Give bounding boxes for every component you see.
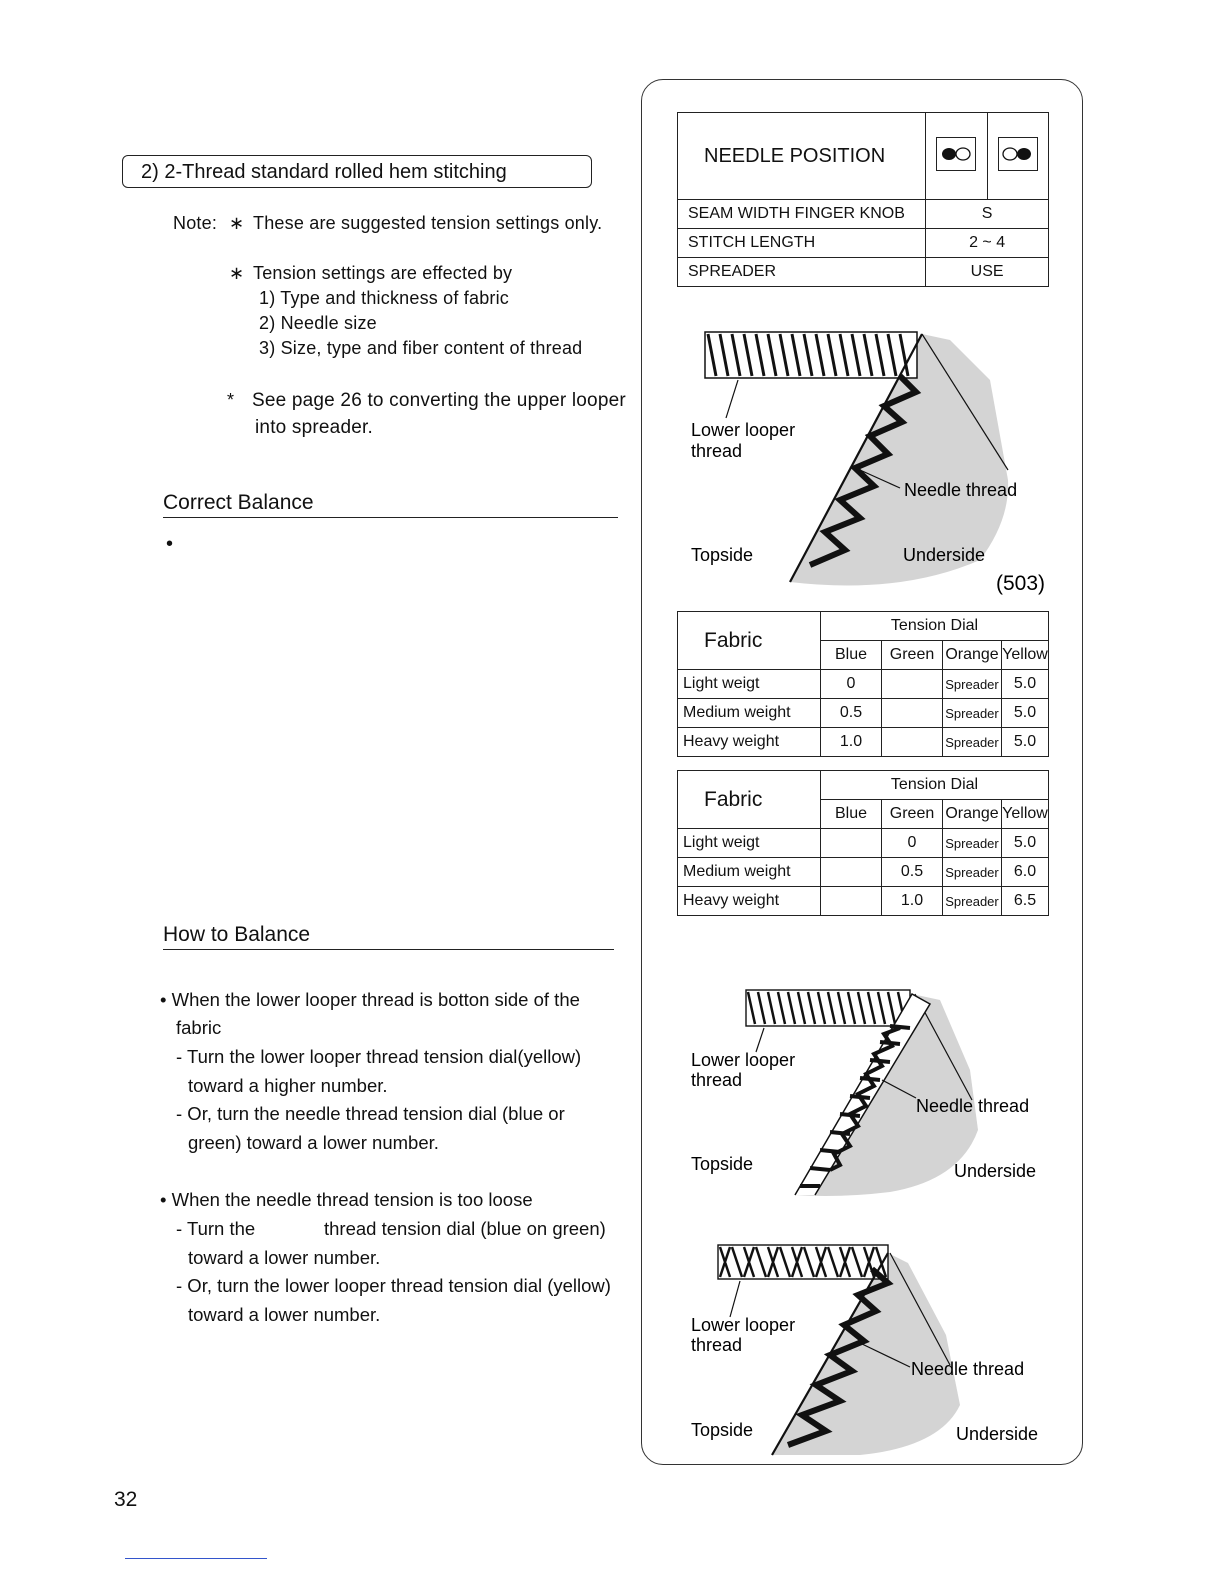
note-item: 2) Needle size [259, 313, 377, 333]
table-row [678, 670, 1049, 699]
fabric-name: Light weigt [678, 670, 821, 699]
stitch-diagram-2 [660, 980, 1060, 1200]
settings-label: SPREADER [678, 258, 926, 287]
green-value [882, 670, 943, 699]
blue-value: 1.0 [821, 728, 882, 757]
htb-b2-sub1a2: thread tension dial (blue on green) [324, 1218, 606, 1239]
note-star-1: ∗ [229, 213, 245, 233]
settings-value: 2 ~ 4 [926, 229, 1049, 258]
topside-label: Topside [691, 1420, 754, 1440]
lower-looper-label: Lower looper [691, 420, 796, 440]
fabric-header: Fabric [678, 771, 821, 829]
fabric-name: Heavy weight [678, 728, 821, 757]
htb-b1-sub1b: toward a higher number. [188, 1075, 388, 1096]
diagram-code: (503) [996, 572, 1046, 595]
note-item: 1) Type and thickness of fabric [259, 288, 509, 308]
settings-value: S [926, 200, 1049, 229]
column-header: Orange [943, 800, 1002, 829]
settings-table [677, 112, 1049, 287]
thread-label: thread [691, 1070, 743, 1090]
settings-row [678, 200, 1049, 229]
yellow-value: 5.0 [1002, 670, 1049, 699]
needle-right-icon [998, 137, 1038, 171]
orange-value: Spreader [943, 887, 1002, 916]
section-title: 2) 2-Thread standard rolled hem stitching [122, 155, 592, 188]
needle-right-cell [987, 113, 1048, 200]
settings-label: STITCH LENGTH [678, 229, 926, 258]
column-header: Orange [943, 641, 1002, 670]
fabric-name: Medium weight [678, 858, 821, 887]
orange-value: Spreader [943, 858, 1002, 887]
yellow-value: 5.0 [1002, 699, 1049, 728]
orange-value: Spreader [943, 699, 1002, 728]
green-value: 0.5 [882, 858, 943, 887]
htb-b2-sub1b: toward a lower number. [188, 1247, 381, 1268]
htb-b1-sub2a: - Or, turn the needle thread tension dial (blue or [176, 1103, 565, 1124]
table-row [678, 887, 1049, 916]
see-line-1: See page 26 to converting the upper looper [252, 390, 626, 411]
needle-thread-label: Needle thread [911, 1359, 1025, 1379]
fabric-name: Medium weight [678, 699, 821, 728]
underside-label: Underside [956, 1424, 1039, 1444]
column-header: Yellow [1002, 800, 1049, 829]
tension-table-2 [677, 770, 1049, 916]
fabric-header: Fabric [678, 612, 821, 670]
green-value [882, 699, 943, 728]
note-label: Note: [173, 213, 218, 233]
green-value: 1.0 [882, 887, 943, 916]
column-header: Blue [821, 641, 882, 670]
needle-position-label: NEEDLE POSITION [678, 113, 926, 200]
topside-label: Topside [691, 545, 754, 565]
stitch-diagram-1 [660, 320, 1060, 600]
yellow-value: 5.0 [1002, 728, 1049, 757]
blue-value [821, 858, 882, 887]
fabric-underside [772, 1253, 960, 1455]
column-header: Blue [821, 800, 882, 829]
orange-value: Spreader [943, 728, 1002, 757]
htb-bullet-1: • When the lower looper thread is botton side of the [160, 989, 580, 1010]
footer-rule [125, 1558, 267, 1559]
column-header: Green [882, 800, 943, 829]
htb-bullet-1b: fabric [176, 1017, 222, 1038]
needle-thread-label: Needle thread [904, 480, 1018, 500]
column-header: Green [882, 641, 943, 670]
note-item: 3) Size, type and fiber content of thread [259, 338, 583, 358]
htb-b2-sub2a: - Or, turn the lower looper thread tension dial (yellow) [176, 1275, 611, 1296]
thread-label: thread [691, 1335, 743, 1355]
htb-b2-sub2b: toward a lower number. [188, 1304, 381, 1325]
orange-value: Spreader [943, 670, 1002, 699]
stitch-diagram-3 [660, 1235, 1060, 1460]
how-to-balance-heading: How to Balance [163, 923, 614, 950]
stitch-row-top [718, 1245, 888, 1279]
table-row [678, 829, 1049, 858]
page-number: 32 [114, 1488, 138, 1511]
green-value [882, 728, 943, 757]
settings-row [678, 258, 1049, 287]
table-row [678, 858, 1049, 887]
needle-left-icon [936, 137, 976, 171]
see-line-2: into spreader. [255, 417, 373, 438]
fabric-name: Light weigt [678, 829, 821, 858]
settings-row [678, 229, 1049, 258]
needle-thread-label: Needle thread [916, 1096, 1030, 1116]
yellow-value: 6.0 [1002, 858, 1049, 887]
htb-b1-sub2b: green) toward a lower number. [188, 1132, 439, 1153]
fabric-name: Heavy weight [678, 887, 821, 916]
correct-balance-heading: Correct Balance [163, 491, 618, 518]
orange-value: Spreader [943, 829, 1002, 858]
settings-value: USE [926, 258, 1049, 287]
needle-left-cell [926, 113, 987, 200]
yellow-value: 5.0 [1002, 829, 1049, 858]
table-row [678, 699, 1049, 728]
htb-bullet-2: • When the needle thread tension is too loose [160, 1189, 533, 1210]
yellow-value: 6.5 [1002, 887, 1049, 916]
tension-dial-header: Tension Dial [821, 612, 1049, 641]
topside-label: Topside [691, 1154, 754, 1174]
thread-label: thread [691, 441, 743, 461]
htb-b1-sub1a: - Turn the lower looper thread tension dial(yellow) [176, 1046, 582, 1067]
underside-label: Underside [903, 545, 986, 565]
tension-dial-header: Tension Dial [821, 771, 1049, 800]
correct-balance-bullet: • [166, 533, 174, 555]
tension-table-1 [677, 611, 1049, 757]
note-star-2: ∗ [229, 263, 245, 283]
column-header: Yellow [1002, 641, 1049, 670]
blue-value [821, 829, 882, 858]
underside-label: Underside [954, 1161, 1037, 1181]
lower-looper-label: Lower looper [691, 1050, 796, 1070]
green-value: 0 [882, 829, 943, 858]
lower-looper-label: Lower looper [691, 1315, 796, 1335]
note-line-1: These are suggested tension settings only. [253, 213, 603, 233]
blue-value: 0 [821, 670, 882, 699]
table-row [678, 728, 1049, 757]
see-star: * [227, 390, 235, 410]
blue-value: 0.5 [821, 699, 882, 728]
blue-value [821, 887, 882, 916]
note-line-2: Tension settings are effected by [253, 263, 513, 283]
settings-label: SEAM WIDTH FINGER KNOB [678, 200, 926, 229]
htb-b2-sub1a: - Turn the [176, 1218, 256, 1239]
